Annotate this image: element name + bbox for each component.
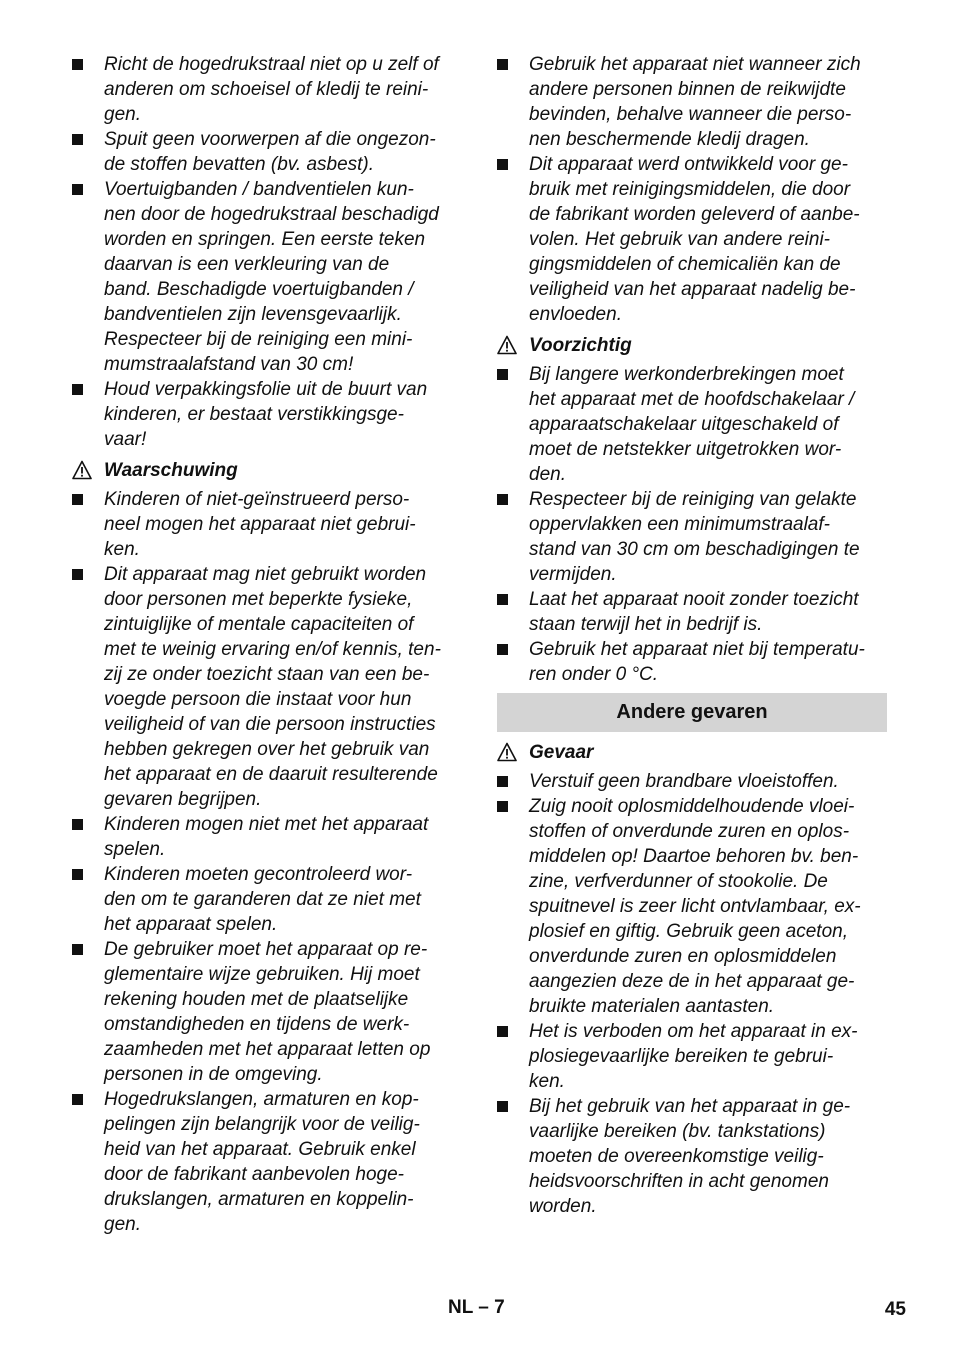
list-item-text: Dit apparaat mag niet gebruikt worden door personen met beperkte fysieke, zintuiglijke of mentale capaciteiten of met te weinig ervaring en/of kennis, ten- zij ze onder toezicht staan van een be- voegde persoon die instaat voor hun veiligheid of van die persoon instructies hebben gekregen over het gebruik van het apparaat en de daaruit resulterende gevaren begrijpen. (104, 564, 441, 810)
list-item-text: De gebruiker moet het apparaat op re- glementaire wijze gebruiken. Hij moet rekening houden met de plaatselijke omstandigheden en tijdens de werk- zaamheden met het apparaat letten op personen in de omgeving. (104, 939, 431, 1085)
square-bullet-icon (72, 569, 83, 580)
list-item (72, 937, 472, 1087)
square-bullet-icon (72, 59, 83, 70)
warning-triangle-icon (497, 742, 517, 762)
list-item (497, 794, 887, 1019)
list-item (72, 562, 472, 812)
list-item (72, 127, 472, 177)
list-item (72, 1087, 472, 1237)
warning-triangle-icon (497, 335, 517, 355)
list-item (72, 377, 472, 452)
square-bullet-icon (72, 494, 83, 505)
warning-heading (72, 458, 472, 483)
list-item (497, 152, 887, 327)
list-item-text: Bij langere werkonderbrekingen moet het apparaat met de hoofdschakelaar / apparaatschakelaar uitgeschakeld of moet de netstekker uitgetrokken wor- den. (529, 364, 855, 485)
list-item-text: Gebruik het apparaat niet wanneer zich andere personen binnen de reikwijdte bevinden, behalve wanneer die perso- nen beschermende kledij dragen. (529, 54, 861, 150)
square-bullet-icon (497, 1101, 508, 1112)
warning-triangle-icon (72, 460, 92, 480)
page-number: 45 (884, 1299, 906, 1320)
square-bullet-icon (72, 1094, 83, 1105)
list-item-text: Bij het gebruik van het apparaat in ge- vaarlijke bereiken (bv. tankstations) moeten de overeenkomstige veilig- heidsvoorschriften in acht genomen worden. (529, 1096, 851, 1217)
list-item-text: Laat het apparaat nooit zonder toezicht staan terwijl het in bedrijf is. (529, 589, 859, 635)
list-item (497, 587, 887, 637)
square-bullet-icon (72, 869, 83, 880)
footer-section-label: NL – 7 (448, 1297, 505, 1318)
square-bullet-icon (497, 776, 508, 787)
list-item (497, 637, 887, 687)
list-item (497, 362, 887, 487)
warning-heading (497, 333, 887, 358)
square-bullet-icon (497, 494, 508, 505)
list-item-text: Verstuif geen brandbare vloeistoffen. (529, 771, 839, 792)
list-item-text: Dit apparaat werd ontwikkeld voor ge- bruik met reinigingsmiddelen, die door de fabrikant worden geleverd of aanbe- volen. Het gebruik van andere reini- gingsmiddelen of chemicaliën kan de veiligheid van het apparaat nadelig be- envloeden. (529, 154, 860, 325)
list-item (497, 1019, 887, 1094)
list-item-text: Zuig nooit oplosmiddelhoudende vloei- stoffen of onverdunde zuren en oplos- middelen op! Daartoe behoren bv. ben- zine, verfverdunner of stookolie. De spuitnevel is zeer licht ontvlambaar, ex- plosief en giftig. Gebruik geen aceton, onverdunde zuren en oplosmiddelen aangezien deze de in het apparaat ge- bruikte materialen aantasten. (529, 796, 861, 1017)
list-item (72, 812, 472, 862)
square-bullet-icon (497, 594, 508, 605)
warning-heading-text: Waarschuwing (104, 460, 238, 481)
list-item-text: Gebruik het apparaat niet bij temperatu- ren onder 0 °C. (529, 639, 865, 685)
square-bullet-icon (497, 59, 508, 70)
list-item (72, 487, 472, 562)
list-item-text: Kinderen of niet-geïnstrueerd perso- neel mogen het apparaat niet gebrui- ken. (104, 489, 416, 560)
list-item-text: Hogedrukslangen, armaturen en kop- pelingen zijn belangrijk voor de veilig- heid van het apparaat. Gebruik enkel door de fabrikant aanbevolen hoge- drukslangen, armaturen en koppelin- gen. (104, 1089, 420, 1235)
list-item-text: Richt de hogedrukstraal niet op u zelf of anderen om schoeisel of kledij te reini- gen. (104, 54, 439, 125)
list-item (497, 769, 887, 794)
square-bullet-icon (72, 134, 83, 145)
list-item (72, 177, 472, 377)
list-item-text: Spuit geen voorwerpen af die ongezon- de stoffen bevatten (bv. asbest). (104, 129, 436, 175)
warning-heading-text: Gevaar (529, 742, 594, 763)
list-item-text: Respecteer bij de reiniging van gelakte oppervlakken een minimumstraalaf- stand van 30 cm om beschadigingen te vermijden. (529, 489, 860, 585)
list-item (72, 52, 472, 127)
warning-heading-text: Voorzichtig (529, 335, 632, 356)
square-bullet-icon (497, 159, 508, 170)
list-item-text: Voertuigbanden / bandventielen kun- nen door de hogedrukstraal beschadigd worden en springen. Een eerste teken daarvan is een verkleuring van de band. Beschadigde voertuigbanden / bandventielen zijn levensgevaarlijk. Respecteer bij de reiniging een mini- mumstraalafstand van 30 cm! (104, 179, 439, 375)
list-item-text: Kinderen mogen niet met het apparaat spelen. (104, 814, 429, 860)
list-item-text: Kinderen moeten gecontroleerd wor- den om te garanderen dat ze niet met het apparaat spelen. (104, 864, 421, 935)
square-bullet-icon (72, 944, 83, 955)
square-bullet-icon (497, 1026, 508, 1037)
list-item-text: Houd verpakkingsfolie uit de buurt van kinderen, er bestaat verstikkingsge- vaar! (104, 379, 428, 450)
right-column (497, 52, 887, 1219)
section-heading: Andere gevaren (497, 693, 887, 732)
square-bullet-icon (497, 369, 508, 380)
list-item (497, 1094, 887, 1219)
square-bullet-icon (497, 644, 508, 655)
square-bullet-icon (72, 819, 83, 830)
warning-heading (497, 740, 887, 765)
left-column (72, 52, 472, 1237)
square-bullet-icon (72, 184, 83, 195)
list-item-text: Het is verboden om het apparaat in ex- plosiegevaarlijke bereiken te gebrui- ken. (529, 1021, 858, 1092)
square-bullet-icon (72, 384, 83, 395)
list-item (72, 862, 472, 937)
list-item (497, 52, 887, 152)
square-bullet-icon (497, 801, 508, 812)
list-item (497, 487, 887, 587)
